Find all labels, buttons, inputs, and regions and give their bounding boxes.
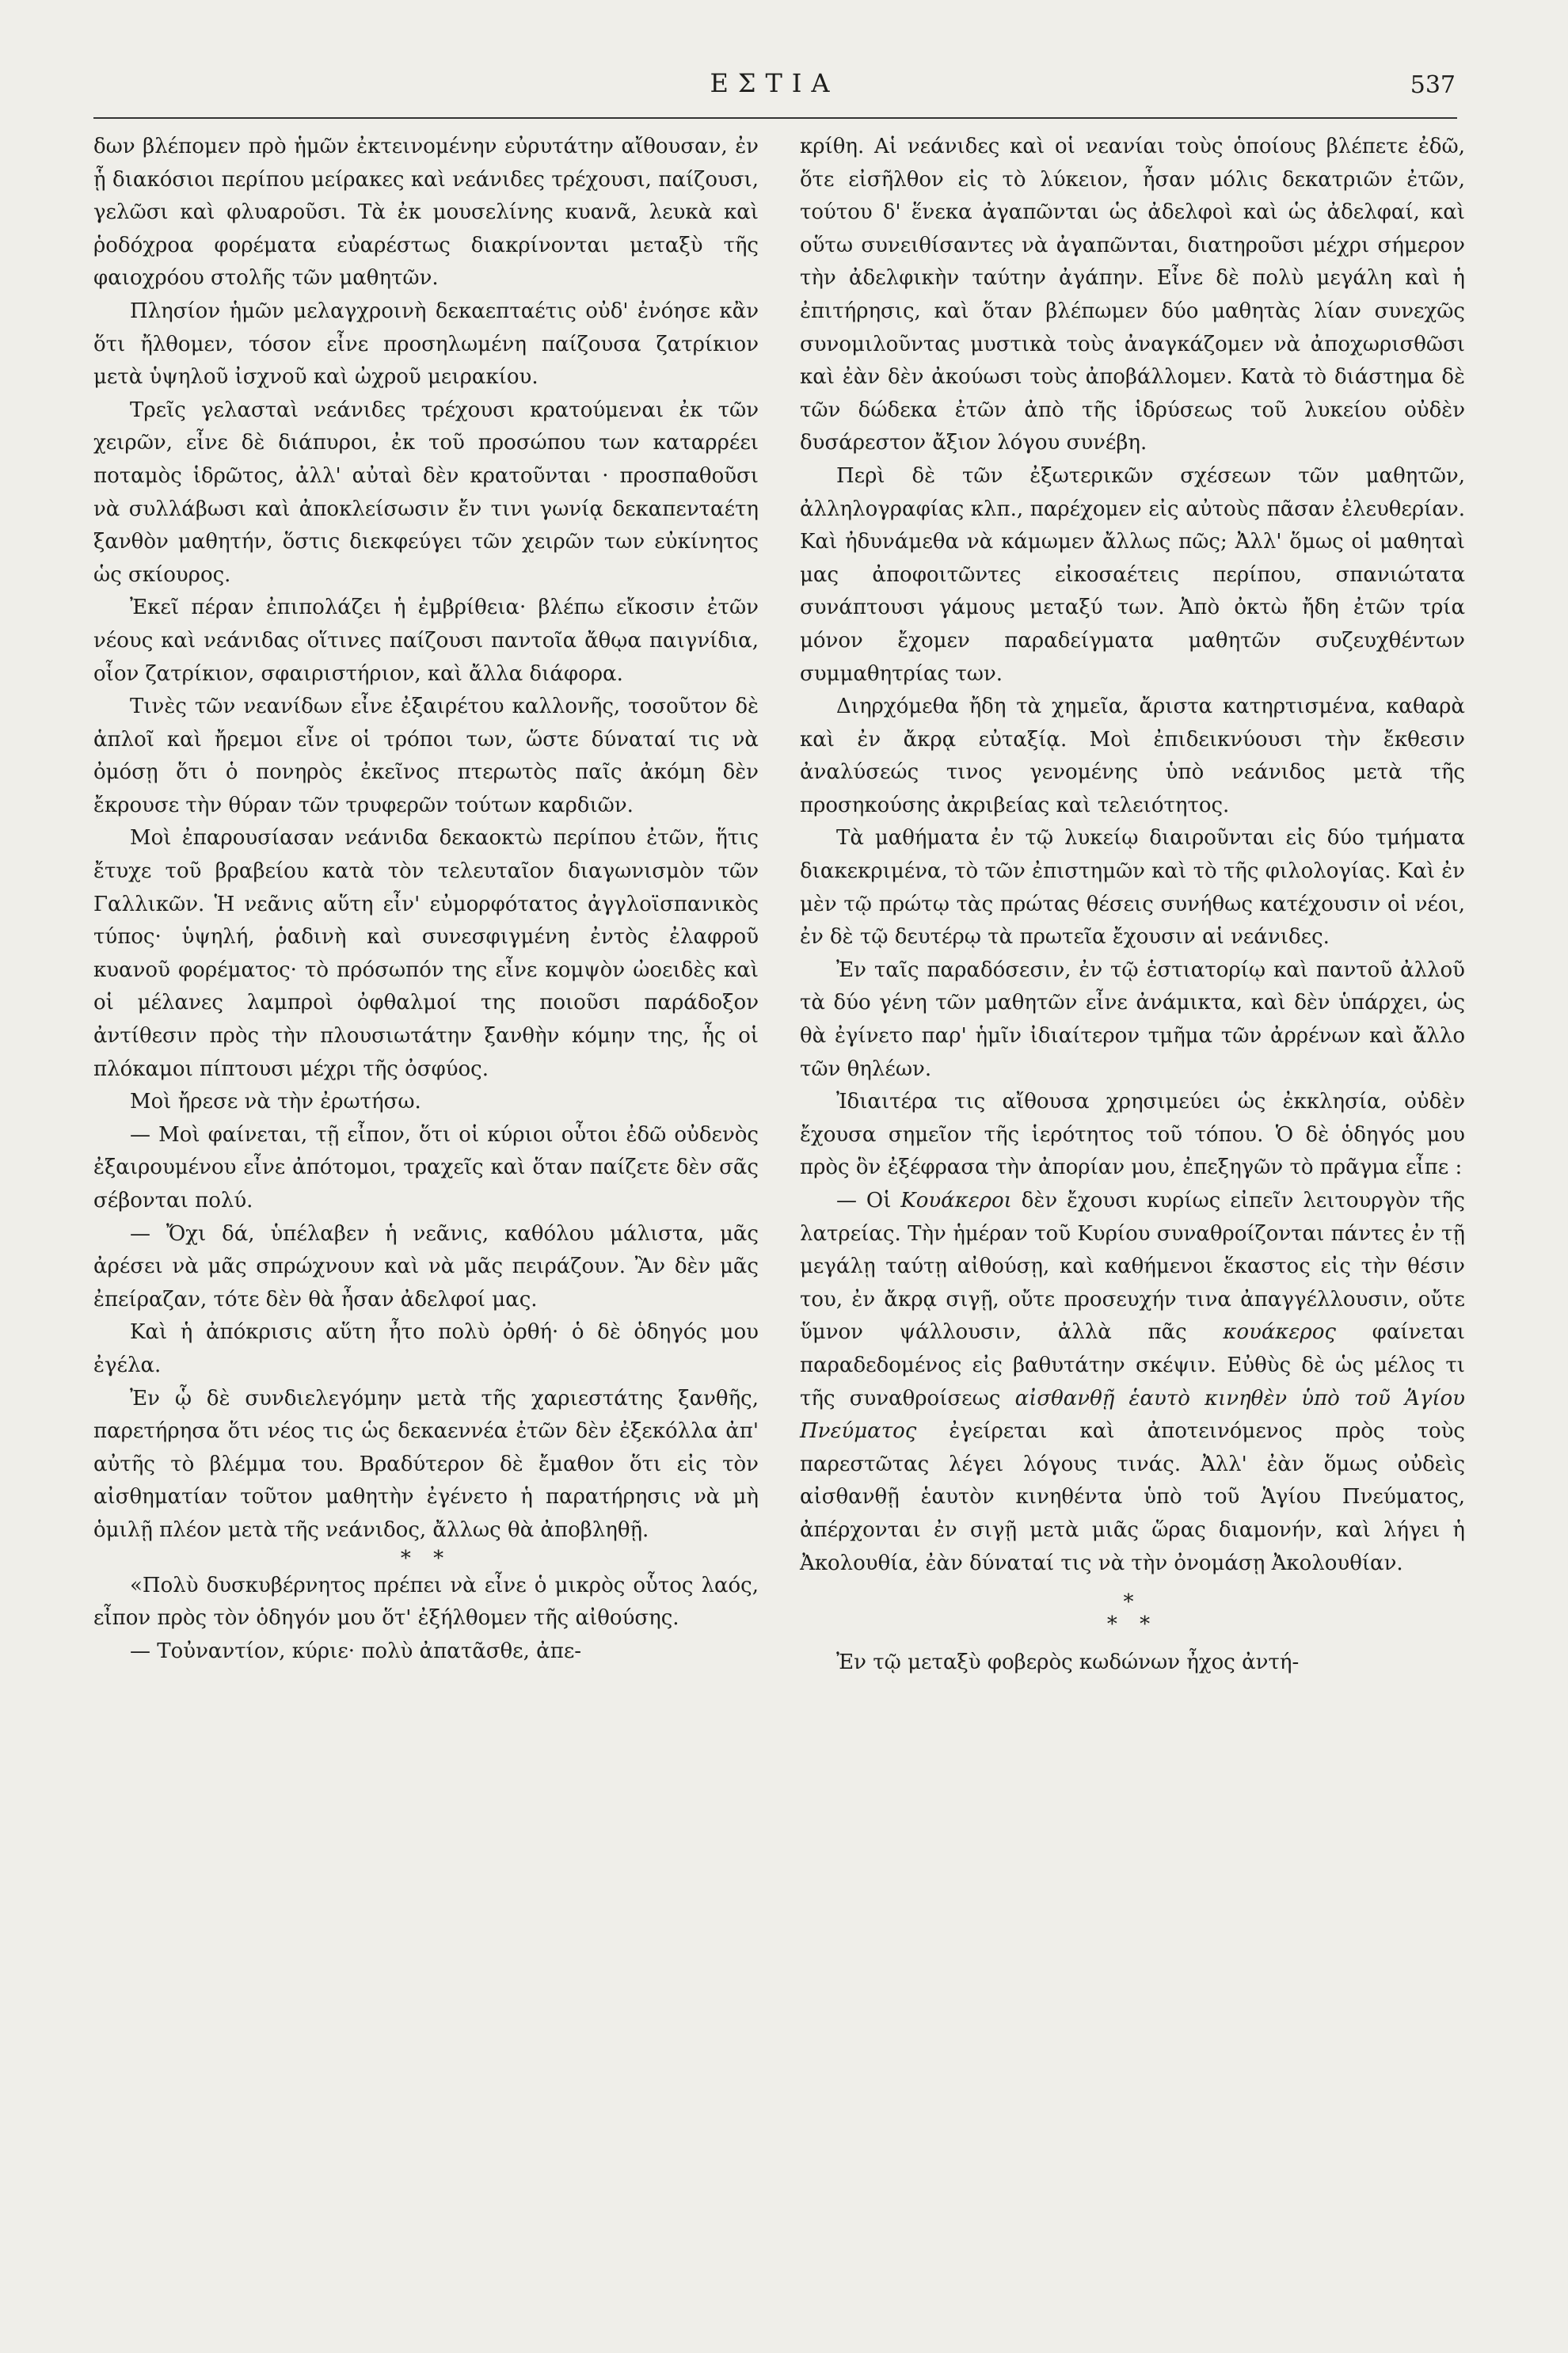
- italic-term: κουάκερος: [1223, 1320, 1336, 1345]
- section-break-stars: * *: [400, 1546, 452, 1571]
- running-title: ΕΣΤΙΑ: [710, 68, 839, 98]
- paragraph: δων βλέπομεν πρὸ ἡμῶν ἐκτεινομένην εὐρυτάτην αἴθουσαν, ἐν ᾗ διακόσιοι περίπου μείρακες καὶ νεάνιδες τρέχουσι, παίζουσι, γελῶσι καὶ φλυαροῦσι. Τὰ ἐκ μουσελίνης κυανᾶ, λευκὰ καὶ ῥοδόχροα φορέματα εὐαρέστως διακρίνονται μεταξὺ τῆς φαιοχρόου στολῆς τῶν μαθητῶν.: [93, 135, 759, 291]
- right-column: [800, 131, 1465, 1680]
- paragraph: Μοὶ ἤρεσε νὰ τὴν ἐρωτήσω.: [130, 1090, 421, 1114]
- paragraph: Διηρχόμεθα ἤδη τὰ χημεῖα, ἄριστα κατηρτισμένα, καθαρὰ καὶ ἐν ἄκρᾳ εὐταξίᾳ. Μοὶ ἐπιδεικνύουσι τὴν ἔκθεσιν ἀναλύσεώς τινος γενομένης ὑπὸ νεάνιδος μετὰ τῆς προσηκούσης ἀκριβείας καὶ τελειότητος.: [800, 695, 1465, 817]
- paragraph: Ἐν ταῖς παραδόσεσιν, ἐν τῷ ἑστιατορίῳ καὶ παντοῦ ἀλλοῦ τὰ δύο γένη τῶν μαθητῶν εἶνε ἀνάμικτα, καὶ δὲν ὑπάρχει, ὡς θὰ ἐγίνετο παρ' ἡμῖν ἰδιαίτερον τμῆμα τῶν ἀρρένων καὶ ἄλλο τῶν θηλέων.: [800, 958, 1465, 1081]
- text-run: ἐγείρεται καὶ ἀποτεινόμενος πρὸς τοὺς παρεστῶτας λέγει λόγους τινάς. Ἀλλ' ἐὰν ὅμως οὐδεὶς αἰσθανθῇ ἑαυτὸν κινηθέντα ὑπὸ τοῦ Ἁγίου Πνεύματος, ἀπέρχονται ἐν σιγῇ μετὰ μιᾶς ὥρας διαμονήν, καὶ λήγει ἡ Ἀκολουθία, ἐὰν δύναταί τις νὰ τὴν ὀνομάσῃ Ἀκολουθίαν.: [800, 1419, 1465, 1575]
- text-run: φαίνεται παραδεδομένος εἰς βαθυτάτην σκέψιν. Εὐθὺς δὲ ὡς μέλος τι τῆς συναθροίσεως: [800, 1320, 1465, 1411]
- paragraph: Πλησίον ἡμῶν μελαγχροινὴ δεκαεπταέτις οὐδ' ἐνόησε κἂν ὅτι ἤλθομεν, τόσον εἶνε προσηλωμένη παίζουσα ζατρίκιον μετὰ ὑψηλοῦ ἰσχνοῦ καὶ ὠχροῦ μειρακίου.: [93, 299, 759, 390]
- paragraph: Τινὲς τῶν νεανίδων εἶνε ἐξαιρέτου καλλονῆς, τοσοῦτον δὲ ἁπλοῖ καὶ ἤρεμοι εἶνε οἱ τρόποι των, ὥστε δύναταί τις νὰ ὀμόσῃ ὅτι ὁ πονηρὸς ἐκεῖνος πτερωτὸς παῖς ἀκόμη δὲν ἔκρουσε τὴν θύραν τῶν τρυφερῶν τούτων καρδιῶν.: [93, 695, 759, 817]
- paragraph: Μοὶ ἐπαρουσίασαν νεάνιδα δεκαοκτὼ περίπου ἐτῶν, ἥτις ἔτυχε τοῦ βραβείου κατὰ τὸν τελευταῖον διαγωνισμὸν τῶν Γαλλικῶν. Ἡ νεᾶνις αὕτη εἶν' εὐμορφότατος ἀγγλοϊσπανικὸς τύπος· ὑψηλή, ῥαδινὴ καὶ συνεσφιγμένη ἐντὸς ἐλαφροῦ κυανοῦ φορέματος· τὸ πρόσωπόν της εἶνε κομψὸν ὠοειδὲς καὶ οἱ μέλανες λαμπροὶ ὀφθαλμοί της ποιοῦσι παράδοξον ἀντίθεσιν πρὸς τὴν πλουσιωτάτην ξανθὴν κόμην της, ἧς οἱ πλόκαμοι πίπτουσι μέχρι τῆς ὀσφύος.: [93, 826, 759, 1081]
- text-run: — Οἱ: [836, 1189, 901, 1213]
- paragraph: Περὶ δὲ τῶν ἐξωτερικῶν σχέσεων τῶν μαθητῶν, ἀλληλογραφίας κλπ., παρέχομεν εἰς αὐτοὺς πᾶσαν ἐλευθερίαν. Καὶ ἠδυνάμεθα νὰ κάμωμεν ἄλλως πῶς; Ἀλλ' ὅμως οἱ μαθηταὶ μας ἀποφοιτῶντες εἰκοσαέτεις περίπου, σπανιώτατα συνάπτουσι γάμους μεταξύ των. Ἀπὸ ὀκτὼ ἤδη ἐτῶν τρία μόνον ἔχομεν παραδείγματα μαθητῶν συζευχθέντων συμμαθητρίας των.: [800, 463, 1465, 686]
- section-break-stars: * *: [1106, 1612, 1159, 1637]
- paragraph: — Τοὐναντίον, κύριε· πολὺ ἀπατᾶσθε, ἀπε-: [130, 1639, 582, 1663]
- paragraph: Τρεῖς γελασταὶ νεάνιδες τρέχουσι κρατούμεναι ἐκ τῶν χειρῶν, εἶνε δὲ διάπυροι, ἐκ τοῦ προσώπου των καταρρέει ποταμὸς ἱδρῶτος, ἀλλ' αὐταὶ δὲν κρατοῦνται · προσπαθοῦσι νὰ συλλάβωσι καὶ ἀποκλείσωσιν ἔν τινι γωνίᾳ δεκαπενταέτη ξανθὸν μαθητήν, ὅστις διεκφεύγει τῶν χειρῶν των εὐκίνητος ὡς σκίουρος.: [93, 398, 759, 587]
- page-header: [93, 62, 1456, 109]
- text-run: δὲν ἔχουσι κυρίως εἰπεῖν λειτουργὸν τῆς λατρείας. Τὴν ἡμέραν τοῦ Κυρίου συναθροίζονται πάντες ἐν τῇ μεγάλῃ ταύτῃ αἰθούσῃ, καὶ καθήμενοι ἕκαστος εἰς τὴν θέσιν του, ἐν ἄκρᾳ σιγῇ, οὔτε προσευχήν τινα ἀπαγγέλλουσιν, οὔτε ὕμνον ψάλλουσιν, ἀλλὰ πᾶς: [800, 1189, 1465, 1345]
- paragraph: κρίθη. Αἱ νεάνιδες καὶ οἱ νεανίαι τοὺς ὁποίους βλέπετε ἐδῶ, ὅτε εἰσῆλθον εἰς τὸ λύκειον, ἦσαν μόλις δεκατριῶν ἐτῶν, τούτου δ' ἕνεκα ἀγαπῶνται ὡς ἀδελφοὶ καὶ ὡς ἀδελφαί, καὶ οὕτω συνειθίσαντες νὰ ἀγαπῶνται, διατηροῦσι μέχρι σήμερον τὴν ἀδελφικὴν ταύτην ἀγάπην. Εἶνε δὲ πολὺ μεγάλη καὶ ἡ ἐπιτήρησις, καὶ ὅταν βλέπωμεν δύο μαθητὰς λίαν συνεχῶς συνομιλοῦντας μυστικὰ τοὺς ἀναγκάζομεν νὰ ἀποχωρισθῶσι καὶ ἐὰν δὲν ἀκούωσι τοὺς ἀποβάλλομεν. Κατὰ τὸ διάστημα δὲ τῶν δώδεκα ἐτῶν ἀπὸ τῆς ἱδρύσεως τοῦ λυκείου οὐδὲν δυσάρεστον ἄξιον λόγου συνέβη.: [800, 135, 1465, 455]
- paragraph: [800, 1185, 1465, 1580]
- paragraph: Τὰ μαθήματα ἐν τῷ λυκείῳ διαιροῦνται εἰς δύο τμήματα διακεκριμένα, τὸ τῶν ἐπιστημῶν καὶ τὸ τῆς φιλολογίας. Καὶ ἐν μὲν τῷ πρώτῳ τὰς πρώτας θέσεις συνήθως κατέχουσιν οἱ νέοι, ἐν δὲ τῷ δευτέρῳ τὰ πρωτεῖα ἔχουσιν αἱ νεάνιδες.: [800, 826, 1465, 950]
- paragraph: Καὶ ἡ ἀπόκρισις αὕτη ἦτο πολὺ ὀρθή· ὁ δὲ ὁδηγός μου ἐγέλα.: [93, 1320, 759, 1377]
- italic-term: Κουάκεροι: [900, 1189, 1012, 1213]
- paragraph: Ἐν ᾧ δὲ συνδιελεγόμην μετὰ τῆς χαριεστάτης ξανθῆς, παρετήρησα ὅτι νέος τις ὡς δεκαεννέα ἐτῶν δὲν ἐξεκόλλα ἀπ' αὐτῆς τὸ βλέμμα του. Βραδύτερον δὲ ἔμαθον ὅτι εἰς τὸν αἰσθηματίαν τοῦτον μαθητὴν ἐγένετο ἡ παρατήρησις νὰ μὴ ὁμιλῇ πλέον μετὰ τῆς νεάνιδος, ἄλλως θὰ ἀποβληθῇ.: [93, 1386, 759, 1542]
- paragraph: «Πολὺ δυσκυβέρνητος πρέπει νὰ εἶνε ὁ μικρὸς οὗτος λαός, εἶπον πρὸς τὸν ὁδηγόν μου ὅτ' ἐξήλθομεν τῆς αἰθούσης.: [93, 1573, 759, 1631]
- paragraph: — Ὄχι δά, ὑπέλαβεν ἡ νεᾶνις, καθόλου μάλιστα, μᾶς ἀρέσει νὰ μᾶς σπρώχνουν καὶ νὰ μᾶς πειράζουν. Ἂν δὲν μᾶς ἐπείραζαν, τότε δὲν θὰ ἦσαν ἀδελφοί μας.: [93, 1221, 759, 1312]
- paragraph: Ἐκεῖ πέραν ἐπιπολάζει ἡ ἐμβρίθεια· βλέπω εἴκοσιν ἐτῶν νέους καὶ νεάνιδας οἵτινες παίζουσι παντοῖα ἄθῳα παιγνίδια, οἷον ζατρίκιον, σφαιριστήριον, καὶ ἄλλα διάφορα.: [93, 596, 759, 686]
- paragraph: Ἐν τῷ μεταξὺ φοβερὸς κωδώνων ἦχος ἀντή-: [836, 1651, 1300, 1675]
- page-number: 537: [1410, 71, 1456, 99]
- paragraph: — Μοὶ φαίνεται, τῇ εἶπον, ὅτι οἱ κύριοι οὗτοι ἐδῶ οὐδενὸς ἐξαιρουμένου εἶνε ἀπότομοι, τραχεῖς καὶ ὅταν παίζετε δὲν σᾶς σέβονται πολύ.: [93, 1122, 759, 1213]
- italic-phrase: αἰσθανθῇ ἑαυτὸ κινηθὲν ὑπὸ τοῦ Ἁγίου Πνεύματος: [800, 1386, 1465, 1444]
- section-break-star: *: [1123, 1590, 1142, 1615]
- paragraph: Ἰδιαιτέρα τις αἴθουσα χρησιμεύει ὡς ἐκκλησία, οὐδὲν ἔχουσα σημεῖον τῆς ἱερότητος τοῦ τόπου. Ὁ δὲ ὁδηγός μου πρὸς ὃν ἐξέφρασα τὴν ἀπορίαν μου, ἐπεξηγῶν τὸ πρᾶγμα εἶπε :: [800, 1090, 1465, 1180]
- left-column: [93, 131, 759, 1668]
- header-rule: [93, 117, 1457, 119]
